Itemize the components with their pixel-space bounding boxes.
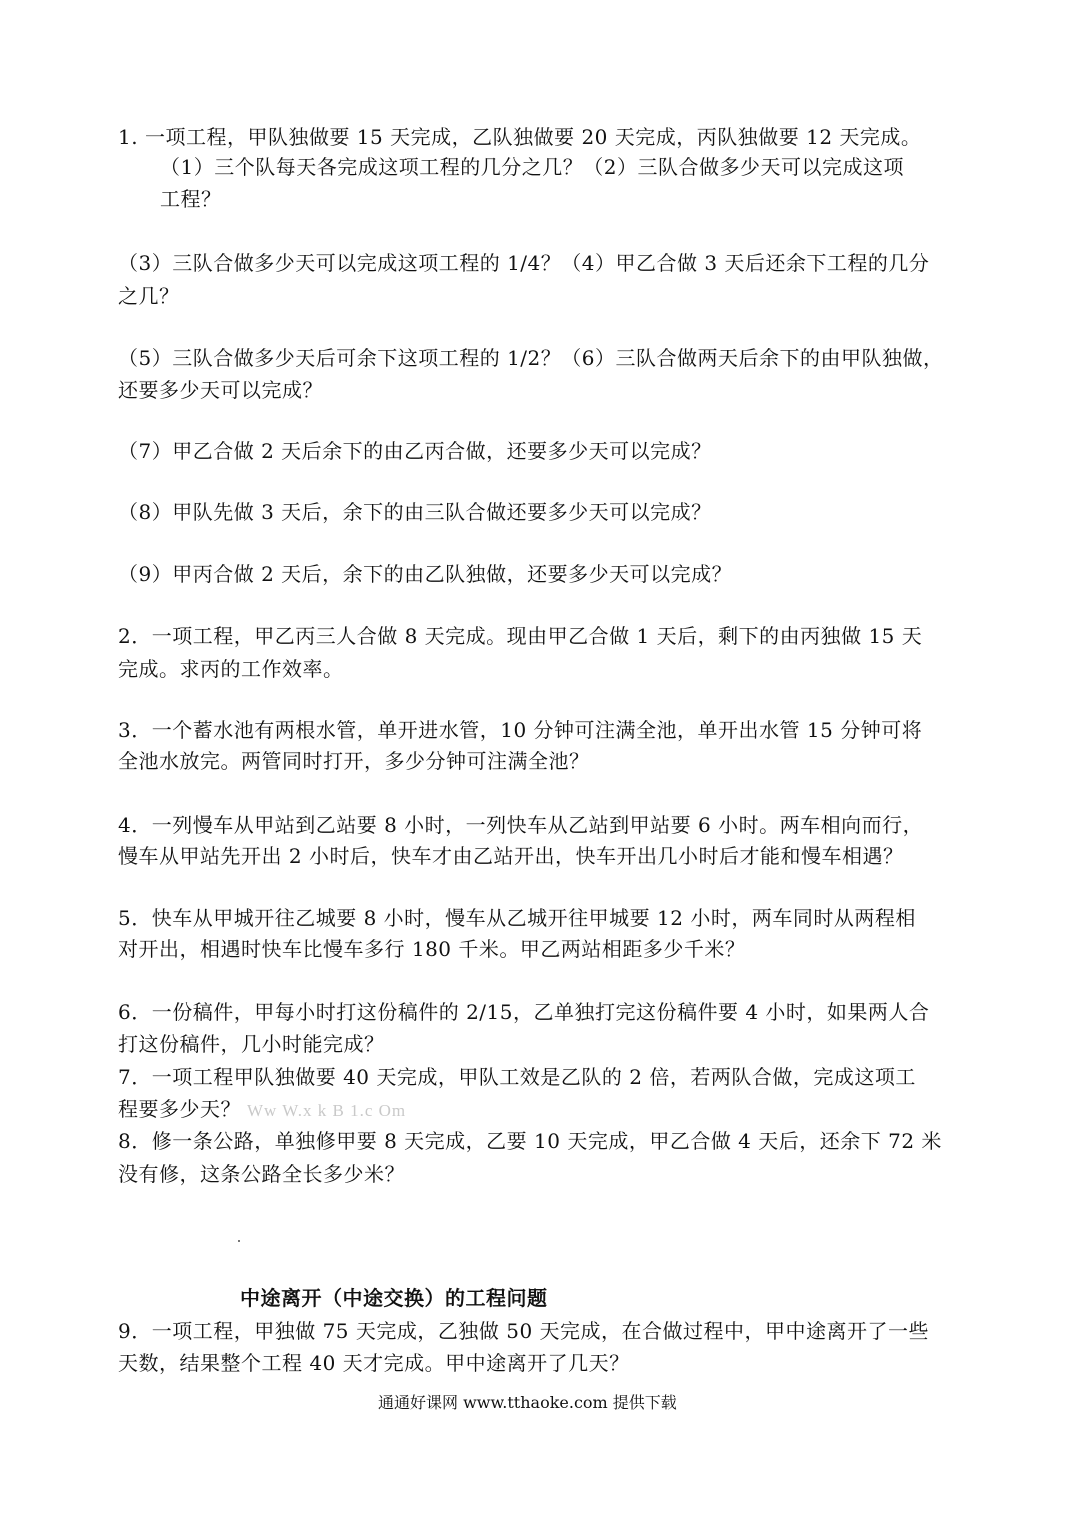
watermark-text: Ww W.x k B 1.c Om <box>247 1101 407 1120</box>
problem-1-q7: （7）甲乙合做 2 天后余下的由乙丙合做，还要多少天可以完成？ <box>118 439 712 463</box>
problem-5-line-1: 5．快车从甲城开往乙城要 8 小时，慢车从乙城开往甲城要 12 小时，两车同时从两程相 <box>118 906 916 930</box>
problem-7-line-2-text: 程要多少天？ <box>118 1097 241 1121</box>
problem-1-q8: （8）甲队先做 3 天后，余下的由三队合做还要多少天可以完成？ <box>118 500 712 524</box>
problem-7-line-2 <box>118 1096 406 1124</box>
problem-8-line-2: 没有修，这条公路全长多少米？ <box>118 1162 405 1186</box>
section-heading: 中途离开（中途交换）的工程问题 <box>240 1286 548 1310</box>
problem-4-line-1: 4．一列慢车从甲站到乙站要 8 小时，一列快车从乙站到甲站要 6 小时。两车相向而行， <box>118 813 924 837</box>
problem-1-q3-line-2: 之几？ <box>118 284 180 308</box>
problem-3-line-1: 3．一个蓄水池有两根水管，单开进水管，10 分钟可注满全池，单开出水管 15 分钟可将 <box>118 718 923 742</box>
problem-2-line-1: 2．一项工程，甲乙丙三人合做 8 天完成。现由甲乙合做 1 天后，剩下的由丙独做 15 天 <box>118 624 923 648</box>
problem-9-line-2: 天数，结果整个工程 40 天才完成。甲中途离开了几天？ <box>118 1351 630 1375</box>
problem-1-q3-line-1: （3）三队合做多少天可以完成这项工程的 1/4？（4）甲乙合做 3 天后还余下工程的几分 <box>118 251 930 275</box>
problem-3-line-2: 全池水放完。两管同时打开，多少分钟可注满全池？ <box>118 749 590 773</box>
problem-9-line-1: 9．一项工程，甲独做 75 天完成，乙独做 50 天完成，在合做过程中，甲中途离开了一些 <box>118 1319 930 1343</box>
problem-5-line-2: 对开出，相遇时快车比慢车多行 180 千米。甲乙两站相距多少千米？ <box>118 937 746 961</box>
problem-1-line-3: 工程？ <box>160 187 222 211</box>
problem-1-line-2: （1）三个队每天各完成这项工程的几分之几？（2）三队合做多少天可以完成这项 <box>160 155 904 179</box>
problem-6-line-1: 6．一份稿件，甲每小时打这份稿件的 2/15，乙单独打完这份稿件要 4 小时，如果两人合 <box>118 1000 930 1024</box>
stray-dot <box>238 1240 240 1242</box>
problem-1-q5-line-1: （5）三队合做多少天后可余下这项工程的 1/2？（6）三队合做两天后余下的由甲队独做， <box>118 346 944 370</box>
problem-8-line-1: 8．修一条公路，单独修甲要 8 天完成，乙要 10 天完成，甲乙合做 4 天后，还余下 72 米 <box>118 1129 942 1153</box>
footer-download-note: 通通好课网 www.tthaoke.com 提供下载 <box>378 1393 677 1412</box>
problem-6-line-2: 打这份稿件，几小时能完成？ <box>118 1032 385 1056</box>
problem-1-q9: （9）甲丙合做 2 天后，余下的由乙队独做，还要多少天可以完成？ <box>118 562 733 586</box>
problem-2-line-2: 完成。求丙的工作效率。 <box>118 657 344 681</box>
problem-1-q5-line-2: 还要多少天可以完成？ <box>118 378 323 402</box>
problem-7-line-1: 7．一项工程甲队独做要 40 天完成，甲队工效是乙队的 2 倍，若两队合做，完成这项工 <box>118 1065 916 1089</box>
problem-4-line-2: 慢车从甲站先开出 2 小时后，快车才由乙站开出，快车开出几小时后才能和慢车相遇？ <box>118 844 904 868</box>
problem-1-line-1: 1. 一项工程，甲队独做要 15 天完成，乙队独做要 20 天完成，丙队独做要 12 天完成。 <box>118 125 922 149</box>
